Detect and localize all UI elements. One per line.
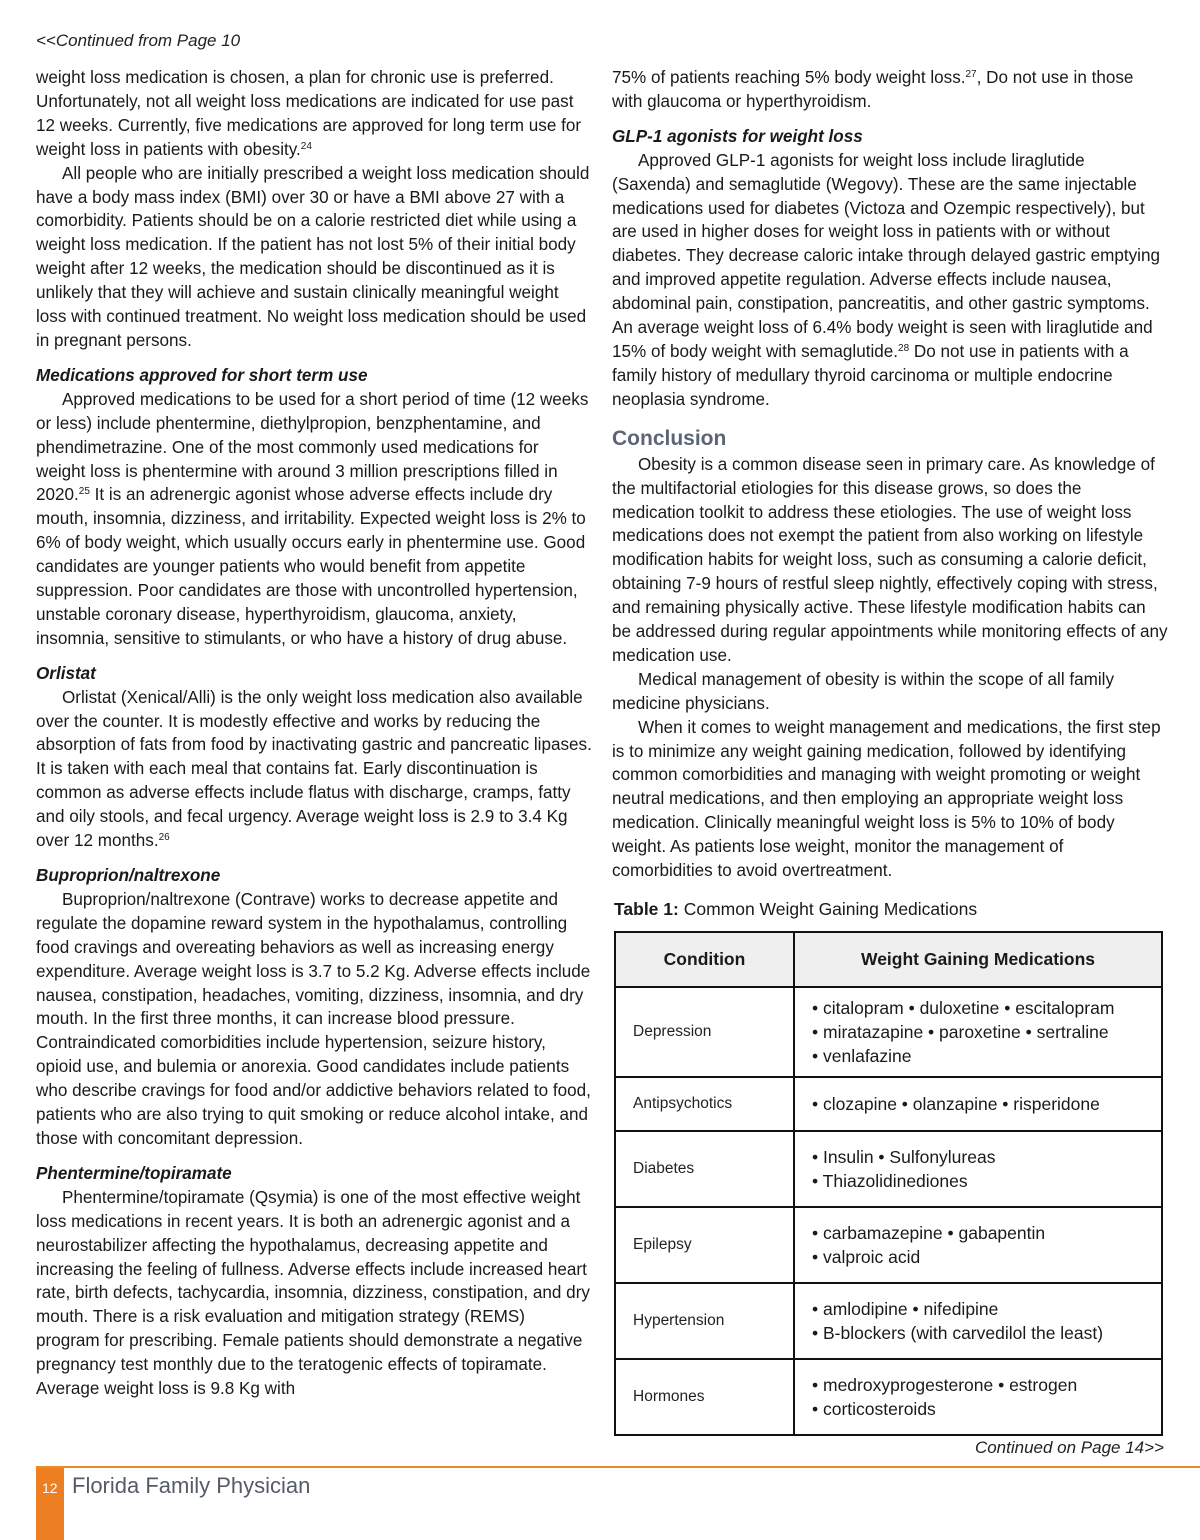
paragraph: weight loss medication is chosen, a plan for chronic use is preferred. Unfortunately, not all weight loss medications are indicated for use past 12 weeks. Currently, five medications are approved for long term use for weight loss in patients with obesity.$^{24}$ [36,68,582,159]
reference-number: 24 [300,140,312,152]
page-number: 12 [42,1480,58,1496]
section-heading-short-term: Medications approved for short term use [36,365,368,385]
column-header-condition: Condition [615,932,794,987]
right-column [612,66,1168,883]
paragraph: Orlistat (Xenical/Alli) is the only weight loss medication also available over the counter. It is modestly effective and works by reducing the absorption of fats from food by inactivating gastric and pancreatic lipases. It is taken with each meal that contains fat. Early discontinuation is common as adverse effects include flatus with discharge, cramps, fatty and oily stools, and fecal urgency. Average weight loss is 2.9 to 3.4 Kg over 12 months.$^{26}$ [36,687,592,851]
continued-from-label: <<Continued from Page 10 [36,31,241,50]
paragraph: Phentermine/topiramate (Qsymia) is one of the most effective weight loss medications in recent years. It is both an adrenergic agonist and a neurostabilizer affecting the hypothalamus, decreasing appetite and increasing the feeling of fullness. Adverse effects include increased heart rate, birth defects, tachycardia, insomnia, dizziness, constipation, and dry mouth. There is a risk evaluation and mitigation strategy (REMS) program for prescribing. Female patients should demonstrate a negative pregnancy test monthly due to the teratogenic effects of topiramate. Average weight loss is 9.8 Kg with [36,1187,590,1399]
table-row [615,1359,1162,1435]
paragraph: Approved medications to be used for a short period of time (12 weeks or less) include phentermine, diethylpropion, benzphentamine, and phendimetrazine. One of the most commonly used medications for weight loss is phentermine with around 3 million prescriptions filled in 2020.25 It is an adrenergic agonist whose adverse effects include dry mouth, insomnia, dizziness, and irritability. Expected weight loss is 2% to 6% of body weight, which usually occurs early in phentermine use. Good candidates are younger patients who would benefit from appetite suppression. Poor candidates are those with uncontrolled hypertension, unstable coronary disease, hyperthyroidism, glaucoma, anxiety, insomnia, sensitive to stimulants, or who have a history of drug abuse. [36,389,589,648]
reference-number: 26 [158,832,170,844]
reference-number: 28 [898,342,910,354]
condition-cell: Hormones [615,1359,794,1435]
medications-cell: • medroxyprogesterone • estrogen • corticosteroids [794,1359,1162,1435]
medications-cell: • Insulin • Sulfonylureas • Thiazolidinediones [794,1131,1162,1207]
paragraph: All people who are initially prescribed a weight loss medication should have a body mass index (BMI) over 30 or have a BMI above 27 with a comorbidity. Patients should be on a calorie restricted diet while using a weight loss medication. If the patient has not lost 5% of their initial body weight after 12 weeks, the medication should be discontinued as it is unlikely that they will achieve and sustain clinically meaningful weight loss with continued treatment. No weight loss medication should be used in pregnant persons. [36,163,590,350]
column-header-medications: Weight Gaining Medications [794,932,1162,987]
paragraph: Obesity is a common disease seen in primary care. As knowledge of the multifactorial etiologies for this disease grows, so does the medication toolkit to address these etiologies. The use of weight loss medications does not exempt the patient from also working on lifestyle modification habits for weight loss, such as consuming a calorie deficit, obtaining 7-9 hours of restful sleep nightly, effectively coping with stress, and remaining physically active. These lifestyle modification habits can be addressed during regular appointments while monitoring effects of any medication use. [612,454,1168,665]
continued-on-link[interactable]: Continued on Page 14>> [974,1438,1164,1457]
condition-cell: Hypertension [615,1283,794,1359]
condition-cell: Depression [615,987,794,1077]
section-heading-phentermine: Phentermine/topiramate [36,1163,232,1183]
paragraph: Medical management of obesity is within the scope of all family medicine physicians. [612,669,1115,713]
paragraph: Approved GLP-1 agonists for weight loss include liraglutide (Saxenda) and semaglutide (Wegovy). These are the same injectable medications used for diabetes (Victoza and Ozempic respectively), but are used in higher doses for weight loss in patients with or without diabetes. They decrease caloric intake through delayed gastric emptying and improved appetite regulation. Adverse effects include nausea, abdominal pain, constipation, pancreatitis, and other gastric symptoms. An average weight loss of 6.4% body weight is seen with liraglutide and 15% of body weight with semaglutide.$^{28}$ Do not use in patients with a family history of medullary thyroid carcinoma or multiple endocrine neoplasia syndrome. [612,150,1160,409]
table-row [615,1131,1162,1207]
condition-cell: Diabetes [615,1131,794,1207]
section-heading-bupropion: Buproprion/naltrexone [36,866,221,885]
table-row [615,1077,1162,1131]
condition-cell: Epilepsy [615,1207,794,1283]
reference-number: 25 [78,486,90,498]
section-heading-glp1: GLP-1 agonists for weight loss [612,126,863,146]
table-header-row [615,932,1162,987]
table-row [615,987,1162,1077]
paragraph: Buproprion/naltrexone (Contrave) works to decrease appetite and regulate the dopamine reward system in the hypothalamus, controlling food cravings and overeating behaviors as well as increasing energy expenditure. Average weight loss is 3.7 to 5.2 Kg. Adverse effects include nausea, constipation, headaches, vomiting, dizziness, insomnia, and dry mouth. In the first three months, it can increase blood pressure. Contraindicated comorbidities include hypertension, seizure history, opioid use, and bulemia or anorexia. Good candidates include patients who describe cravings for food and/or addictive behaviors related to food, patients who are also trying to quit smoking or reduce alcohol intake, and those with concomitant depression. [36,889,591,1148]
paragraph: When it comes to weight management and medications, the first step is to minimize any weight gaining medication, followed by identifying common comorbidities and managing with weight promoting or weight neutral medications, and then employing an appropriate weight loss medication. Clinically meaningful weight loss is 5% to 10% of body weight. As patients lose weight, monitor the management of comorbidities to avoid overtreatment. [612,717,1161,881]
footer-accent-block [36,1468,64,1540]
weight-gaining-medications-table [614,931,1163,1436]
paragraph: 75% of patients reaching 5% body weight loss.$^{27}$, Do not use in those with glaucoma or hyperthyroidism. [612,68,1134,111]
table-caption: Table 1: Common Weight Gaining Medications [614,899,978,919]
condition-cell: Antipsychotics [615,1077,794,1131]
reference-number: 27 [965,69,977,80]
medications-cell: • amlodipine • nifedipine • B-blockers (with carvedilol the least) [794,1283,1162,1359]
publication-name: Florida Family Physician [72,1473,311,1498]
section-heading-conclusion: Conclusion [612,426,727,450]
footer-divider [36,1466,1200,1468]
medications-cell: • clozapine • olanzapine • risperidone [794,1077,1162,1131]
table-row [615,1207,1162,1283]
table-row [615,1283,1162,1359]
medications-cell: • carbamazepine • gabapentin • valproic acid [794,1207,1162,1283]
medications-cell: • citalopram • duloxetine • escitalopram • miratazapine • paroxetine • sertraline • venlafazine [794,987,1162,1077]
left-column [36,66,592,1401]
section-heading-orlistat: Orlistat [36,663,96,683]
